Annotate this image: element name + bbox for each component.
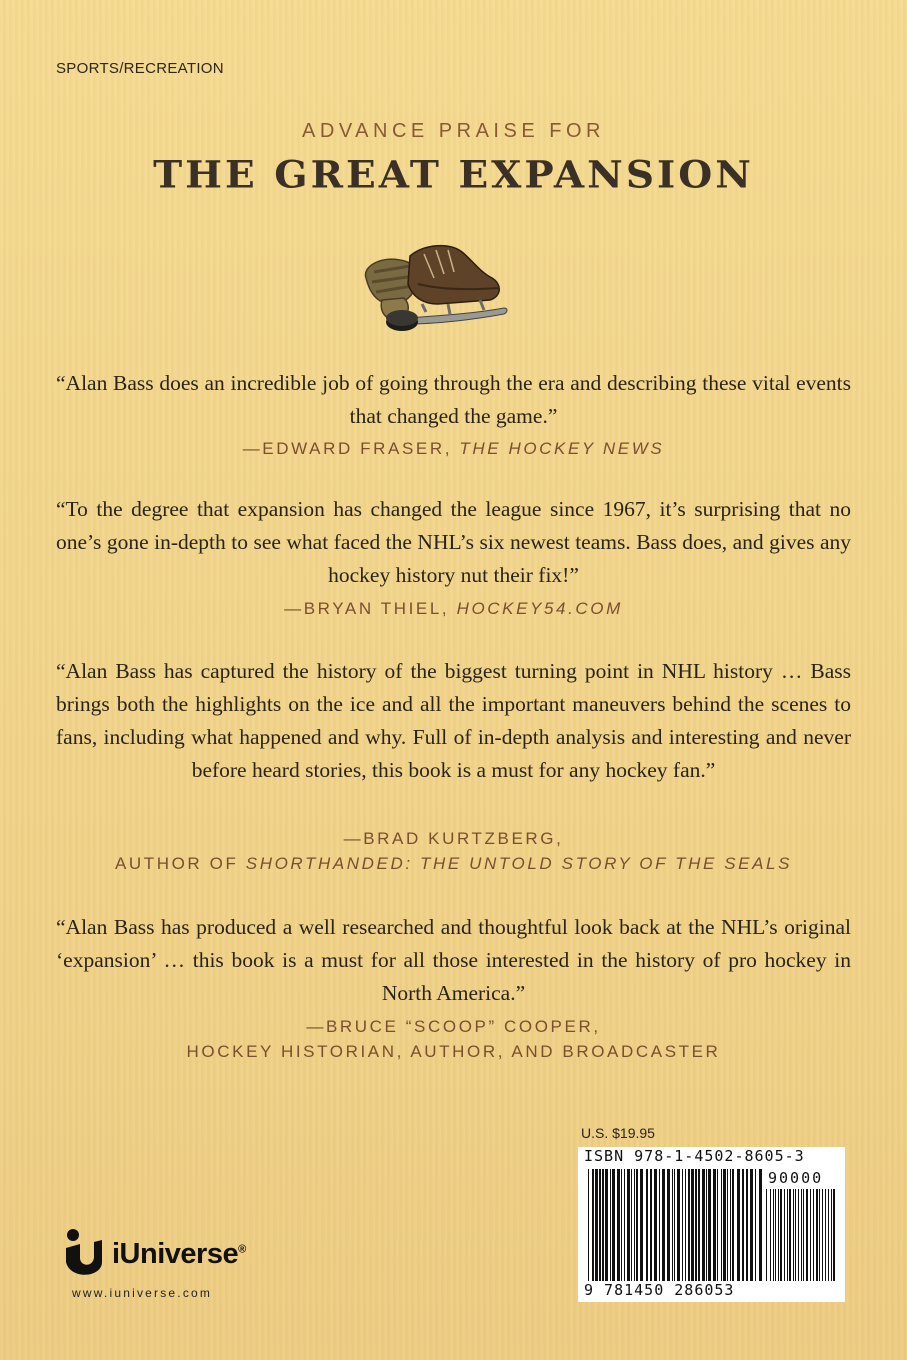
barcode-bar	[605, 1169, 608, 1281]
barcode-bar	[610, 1169, 611, 1281]
barcode-bar	[833, 1189, 835, 1281]
barcode-bar	[624, 1169, 625, 1281]
barcode-bar	[595, 1169, 598, 1281]
barcode-bar	[755, 1169, 756, 1281]
attribution-name: —BRAD KURTZBERG,	[343, 829, 564, 848]
barcode-bar	[713, 1169, 716, 1281]
barcode-bar	[588, 1169, 589, 1281]
barcode-bar	[784, 1189, 785, 1281]
barcode-bar	[706, 1169, 707, 1281]
isbn-barcode	[578, 1147, 845, 1302]
barcode-bar	[770, 1189, 771, 1281]
attribution-name: —BRYAN THIEL,	[284, 599, 450, 618]
barcode-bar	[634, 1169, 635, 1281]
attribution-source: THE HOCKEY NEWS	[459, 439, 665, 458]
attribution-edward-fraser	[0, 436, 907, 461]
attribution-bruce-cooper	[0, 1014, 907, 1064]
publisher-url: www.iuniverse.com	[72, 1286, 213, 1300]
ean-number: 9 781450 286053	[584, 1281, 735, 1299]
barcode-bar	[662, 1169, 665, 1281]
barcode-bar	[695, 1169, 697, 1281]
barcode-bar	[795, 1189, 796, 1281]
barcode-bar	[636, 1169, 638, 1281]
barcode-bar	[727, 1169, 728, 1281]
barcode-bar	[789, 1189, 791, 1281]
attribution-line2: AUTHOR OF SHORTHANDED: THE UNTOLD STORY OF THE SEALS	[114, 854, 793, 873]
barcode-bar	[654, 1169, 657, 1281]
attribution-name: —BRUCE “SCOOP” COOPER,	[306, 1017, 601, 1036]
barcode-bar	[798, 1189, 799, 1281]
barcode-bar	[737, 1169, 740, 1281]
barcode-bar	[650, 1169, 652, 1281]
barcode-bar	[742, 1169, 744, 1281]
barcode-bar	[732, 1169, 734, 1281]
barcode-bar	[627, 1169, 630, 1281]
barcode-bar	[773, 1189, 774, 1281]
barcode-bar	[775, 1189, 776, 1281]
barcode-bar	[631, 1169, 632, 1281]
barcode-bar	[766, 1189, 767, 1281]
barcode-bar	[746, 1169, 748, 1281]
attribution-bryan-thiel	[0, 596, 907, 621]
barcode-bar	[602, 1169, 604, 1281]
barcode-bar	[698, 1169, 700, 1281]
barcode-bar	[621, 1169, 622, 1281]
quote-edward-fraser: “Alan Bass does an incredible job of going through the era and describing these vital events that changed the game.”	[56, 371, 851, 428]
barcode-bar	[730, 1169, 731, 1281]
barcode-bar	[667, 1169, 670, 1281]
barcode-bar	[793, 1189, 794, 1281]
barcode-bar	[717, 1169, 718, 1281]
barcode-bar	[617, 1169, 620, 1281]
barcode-bar	[682, 1169, 683, 1281]
barcode-bar	[803, 1189, 804, 1281]
barcode-bar	[806, 1189, 808, 1281]
ean-barcode-bars	[588, 1169, 763, 1281]
barcode-bar	[822, 1189, 823, 1281]
attribution-source: HOCKEY54.COM	[456, 599, 623, 618]
book-title: THE GREAT EXPANSION	[153, 153, 754, 197]
barcode-bar	[708, 1169, 711, 1281]
barcode-bar	[691, 1169, 694, 1281]
barcode-bar	[759, 1169, 762, 1281]
barcode-bar	[677, 1169, 680, 1281]
category-label: SPORTS/RECREATION	[56, 60, 224, 77]
price-label: U.S. $19.95	[581, 1125, 655, 1141]
barcode-bar	[685, 1169, 686, 1281]
addon-number: 90000	[768, 1169, 824, 1187]
barcode-bar	[828, 1189, 829, 1281]
barcode-bar	[810, 1189, 811, 1281]
barcode-bar	[646, 1169, 648, 1281]
barcode-bar	[640, 1169, 643, 1281]
barcode-bar	[599, 1169, 601, 1281]
quote-bruce-cooper: “Alan Bass has produced a well researched and thoughtful look back at the NHL’s original ‘expansion’ … this book is a must for all those interested in the history of pro hockey in North America.”	[56, 915, 851, 1005]
quote-brad-kurtzberg: “Alan Bass has captured the history of the biggest turning point in NHL history … Bass brings both the highlights on the ice and all the important maneuvers behind the scenes to fans, including what happened and why. Full of in-depth analysis and interesting and never before heard stories, this book is a must for any hockey fan.”	[56, 659, 851, 782]
attribution-brad-kurtzberg	[0, 826, 907, 876]
attribution-line2: HOCKEY HISTORIAN, AUTHOR, AND BROADCASTER	[186, 1042, 721, 1061]
barcode-bar	[612, 1169, 615, 1281]
barcode-bar	[813, 1189, 814, 1281]
barcode-bar	[825, 1189, 826, 1281]
barcode-bar	[592, 1169, 594, 1281]
barcode-bar	[778, 1189, 779, 1281]
attribution-name: —EDWARD FRASER,	[242, 439, 453, 458]
barcode-bar	[750, 1169, 753, 1281]
publisher-name: iUniverse®	[112, 1238, 246, 1270]
addon-barcode-bars	[766, 1189, 836, 1281]
barcode-bar	[787, 1189, 788, 1281]
barcode-bar	[831, 1189, 832, 1281]
quote-bryan-thiel: “To the degree that expansion has changed the league since 1967, it’s surprising that no one’s gone in-depth to see what faced the NHL’s six newest teams. Bass does, and gives any hockey history nut their fix!”	[56, 497, 851, 587]
barcode-bar	[723, 1169, 726, 1281]
barcode-bar	[688, 1169, 690, 1281]
isbn-number: ISBN 978-1-4502-8605-3	[584, 1147, 805, 1165]
barcode-bar	[780, 1189, 782, 1281]
barcode-bar	[672, 1169, 673, 1281]
iuniverse-logo-icon	[62, 1228, 106, 1280]
praise-heading: ADVANCE PRAISE FOR	[302, 120, 605, 142]
barcode-bar	[801, 1189, 802, 1281]
barcode-bar	[816, 1189, 818, 1281]
barcode-bar	[819, 1189, 820, 1281]
barcode-bar	[702, 1169, 705, 1281]
barcode-bar	[721, 1169, 722, 1281]
hockey-gloves-skates-puck-icon	[352, 238, 512, 336]
barcode-bar	[674, 1169, 675, 1281]
barcode-bar	[659, 1169, 660, 1281]
